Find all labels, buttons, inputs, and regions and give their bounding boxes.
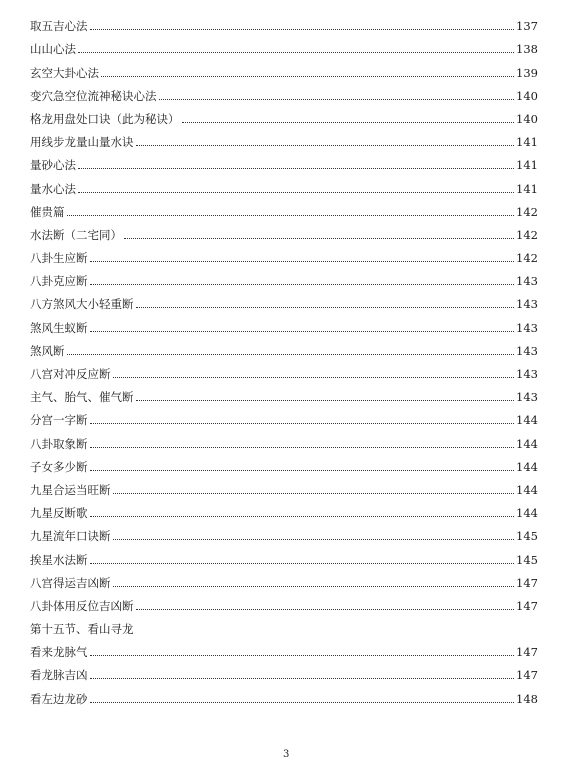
toc-entry-title: 煞风断 xyxy=(30,343,65,358)
toc-entry xyxy=(30,311,538,334)
toc-entry-page-number: 144 xyxy=(516,413,538,428)
dot-leader xyxy=(90,447,515,448)
toc-entry-page-number: 143 xyxy=(516,274,538,289)
toc-entry-page-number: 138 xyxy=(516,42,538,57)
toc-entry-page-number: 144 xyxy=(516,482,538,497)
toc-entry-title: 八卦取象断 xyxy=(30,436,88,451)
dot-leader xyxy=(136,400,515,401)
toc-entry-title: 取五吉心法 xyxy=(30,19,88,34)
dot-leader xyxy=(67,354,515,355)
toc-entry-title: 八卦生应断 xyxy=(30,251,88,266)
toc-entry-page-number: 142 xyxy=(516,204,538,219)
toc-entry-page-number: 145 xyxy=(516,529,538,544)
toc-entry xyxy=(30,427,538,450)
toc-entry xyxy=(30,242,538,265)
toc-entry xyxy=(30,335,538,358)
toc-entry-page-number: 142 xyxy=(516,251,538,266)
toc-entry xyxy=(30,196,538,219)
toc-entry-page-number: 140 xyxy=(516,88,538,103)
dot-leader xyxy=(113,539,515,540)
toc-entry-title: 山山心法 xyxy=(30,42,76,57)
toc-entry xyxy=(30,33,538,56)
toc-entry-title: 分宫一字断 xyxy=(30,413,88,428)
toc-entry xyxy=(30,474,538,497)
toc-entry-page-number: 147 xyxy=(516,575,538,590)
toc-entry-title: 催贵篇 xyxy=(30,204,65,219)
toc-entry-title: 格龙用盘处口诀（此为秘诀） xyxy=(30,111,180,126)
dot-leader xyxy=(67,215,515,216)
toc-entry-page-number: 147 xyxy=(516,598,538,613)
toc-entry-title: 第十五节、看山寻龙 xyxy=(30,622,134,637)
toc-entry-page-number: 147 xyxy=(516,645,538,660)
dot-leader xyxy=(124,238,514,239)
table-of-contents xyxy=(30,10,538,706)
dot-leader xyxy=(159,99,515,100)
dot-leader xyxy=(113,377,515,378)
toc-entry xyxy=(30,126,538,149)
toc-entry-page-number: 143 xyxy=(516,297,538,312)
toc-entry-title: 九星合运当旺断 xyxy=(30,482,111,497)
toc-entry xyxy=(30,265,538,288)
toc-entry-title: 八方煞风大小轻重断 xyxy=(30,297,134,312)
toc-entry-title: 子女多少断 xyxy=(30,459,88,474)
toc-entry-title: 看左边龙砂 xyxy=(30,691,88,706)
toc-entry-title: 量水心法 xyxy=(30,181,76,196)
toc-entry-title: 看龙脉吉凶 xyxy=(30,668,88,683)
toc-entry-page-number: 139 xyxy=(516,65,538,80)
toc-entry xyxy=(30,288,538,311)
toc-entry xyxy=(30,659,538,682)
toc-entry xyxy=(30,381,538,404)
toc-entry xyxy=(30,172,538,195)
toc-entry-page-number: 141 xyxy=(516,135,538,150)
toc-entry xyxy=(30,56,538,79)
toc-section-heading xyxy=(30,613,538,636)
toc-entry-title: 水法断（二宅同） xyxy=(30,227,122,242)
toc-entry xyxy=(30,149,538,172)
dot-leader xyxy=(113,586,515,587)
toc-entry-page-number: 143 xyxy=(516,343,538,358)
toc-entry-title: 量砂心法 xyxy=(30,158,76,173)
dot-leader xyxy=(90,655,515,656)
dot-leader xyxy=(113,493,515,494)
toc-entry-title: 八卦克应断 xyxy=(30,274,88,289)
toc-entry-page-number: 147 xyxy=(516,668,538,683)
toc-entry-title: 九星流年口诀断 xyxy=(30,529,111,544)
toc-entry xyxy=(30,590,538,613)
dot-leader xyxy=(90,563,515,564)
toc-entry-title: 八宫得运吉凶断 xyxy=(30,575,111,590)
toc-entry-page-number: 143 xyxy=(516,367,538,381)
dot-leader xyxy=(90,261,515,262)
toc-entry-page-number: 140 xyxy=(516,111,538,126)
toc-entry-page-number: 144 xyxy=(516,506,538,521)
dot-leader xyxy=(136,609,515,610)
toc-entry xyxy=(30,10,538,33)
toc-entry-page-number: 142 xyxy=(516,227,538,242)
toc-entry xyxy=(30,682,538,705)
toc-entry xyxy=(30,636,538,659)
toc-entry-page-number: 148 xyxy=(516,691,538,706)
dot-leader xyxy=(90,678,515,679)
toc-entry-title: 看来龙脉气 xyxy=(30,645,88,660)
dot-leader xyxy=(90,423,515,424)
page-number-fragment: 3 xyxy=(283,749,290,760)
toc-entry-title: 变穴急空位流神秘诀心法 xyxy=(30,88,157,103)
toc-entry-title: 八卦体用反位吉凶断 xyxy=(30,598,134,613)
toc-entry-page-number: 144 xyxy=(516,459,538,474)
toc-entry xyxy=(30,103,538,126)
toc-entry xyxy=(30,358,538,381)
toc-entry-page-number: 144 xyxy=(516,436,538,451)
toc-entry-title: 玄空大卦心法 xyxy=(30,65,99,80)
toc-entry-page-number: 143 xyxy=(516,390,538,405)
toc-entry-title: 八宫对冲反应断 xyxy=(30,367,111,381)
dot-leader xyxy=(136,145,515,146)
dot-leader xyxy=(136,307,515,308)
toc-entry-page-number: 143 xyxy=(516,320,538,335)
toc-entry xyxy=(30,80,538,103)
toc-entry-page-number: 141 xyxy=(516,158,538,173)
toc-entry-title: 挨星水法断 xyxy=(30,552,88,567)
toc-entry xyxy=(30,497,538,520)
toc-entry xyxy=(30,219,538,242)
dot-leader xyxy=(182,122,515,123)
toc-entry xyxy=(30,520,538,543)
dot-leader xyxy=(90,331,515,332)
toc-entry xyxy=(30,451,538,474)
dot-leader xyxy=(78,192,514,193)
toc-entry-title: 用线步龙量山量水诀 xyxy=(30,135,134,150)
toc-entry xyxy=(30,404,538,427)
toc-entry-page-number: 141 xyxy=(516,181,538,196)
dot-leader xyxy=(90,516,515,517)
dot-leader xyxy=(90,470,515,471)
dot-leader xyxy=(90,702,515,703)
dot-leader xyxy=(101,76,514,77)
toc-entry-title: 主气、胎气、催气断 xyxy=(30,390,134,405)
dot-leader xyxy=(90,284,515,285)
toc-entry-title: 九星反断歌 xyxy=(30,506,88,521)
dot-leader xyxy=(90,29,515,30)
toc-entry-page-number: 145 xyxy=(516,552,538,567)
toc-entry xyxy=(30,567,538,590)
dot-leader xyxy=(78,168,514,169)
toc-entry-page-number: 137 xyxy=(516,19,538,34)
dot-leader xyxy=(78,52,514,53)
toc-entry-title: 煞风生蚁断 xyxy=(30,320,88,335)
toc-entry xyxy=(30,543,538,566)
